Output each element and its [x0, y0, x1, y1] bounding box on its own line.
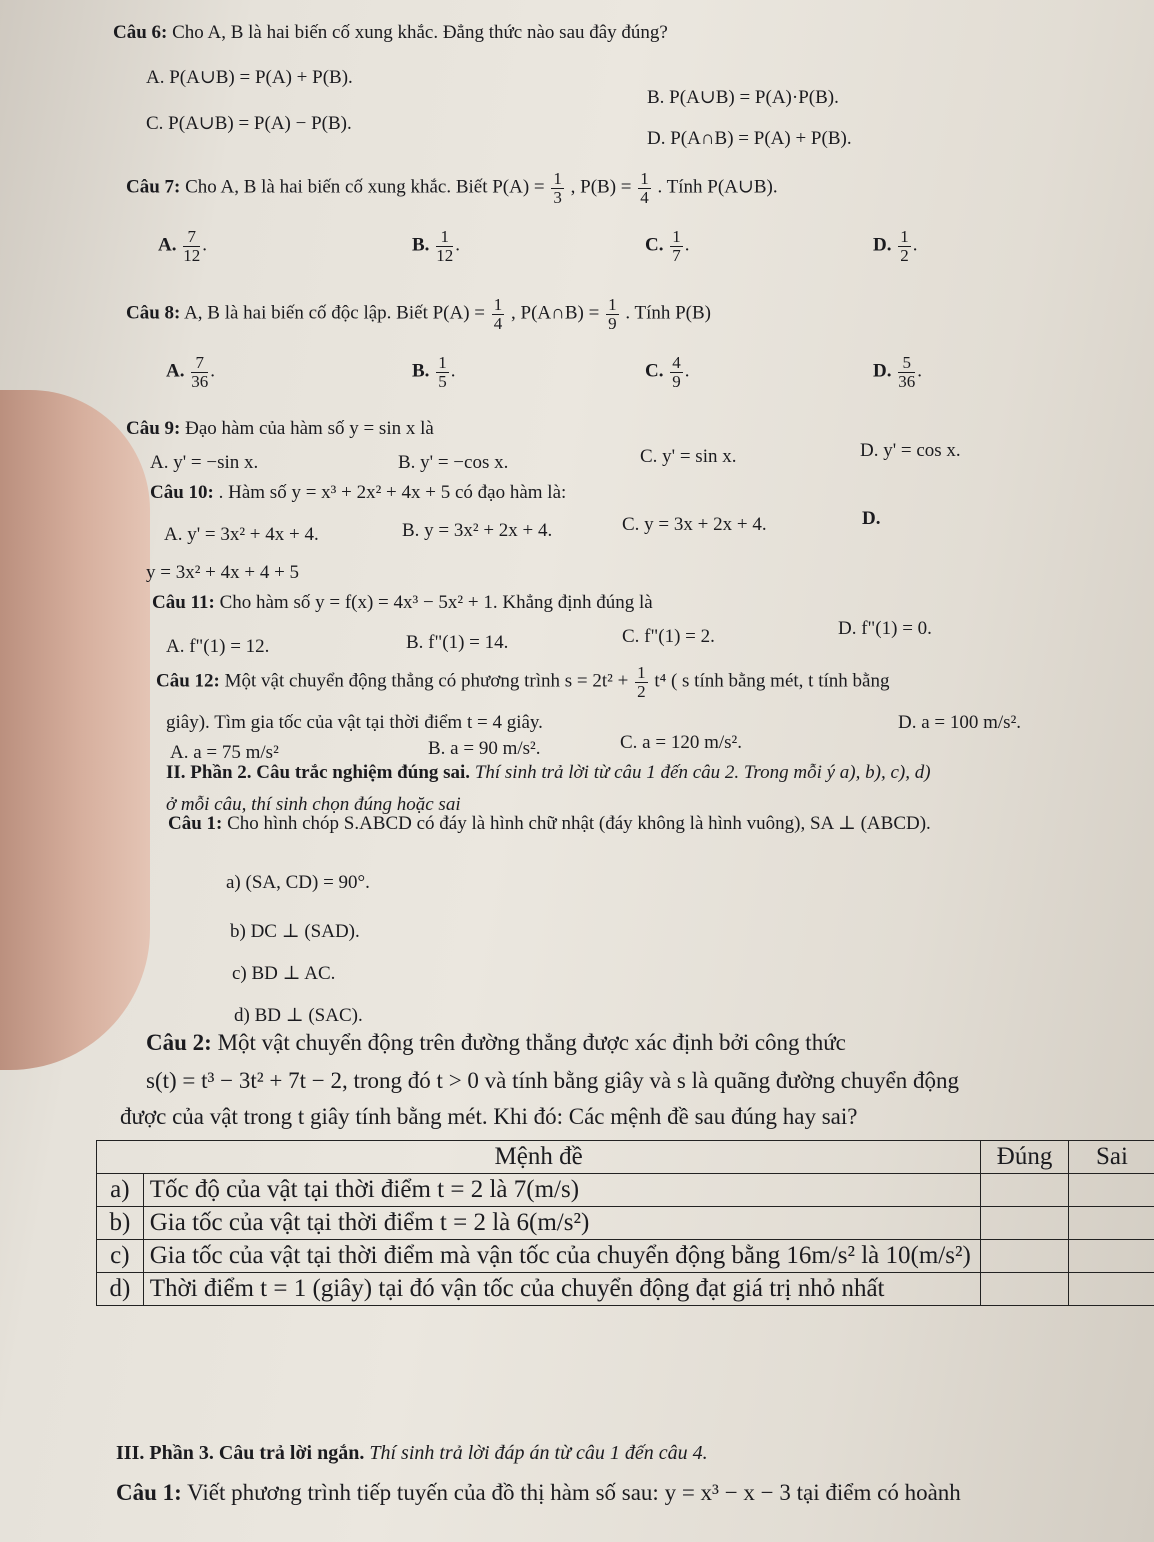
question-7-option-d: D. $\frac{1}{2}$ . [873, 227, 918, 265]
false-checkbox-cell[interactable] [1068, 1273, 1154, 1306]
question-8-option-d: D. $\frac{5}{36}$ . [873, 353, 922, 391]
table-header-true: Đúng [981, 1141, 1069, 1174]
question-7-option-a: A. $\frac{7}{12}$ . [158, 227, 207, 265]
part-2-header [166, 762, 931, 784]
part-2-question-2-line2: s(t) = t³ − 3t² + 7t − 2, trong đó t > 0 và tính bằng giây và s là quãng đường chuyển động [146, 1068, 959, 1093]
true-false-table [96, 1140, 1154, 1306]
true-checkbox-cell[interactable] [981, 1174, 1069, 1207]
question-7-text-pre: Cho A, B là hai biến cố xung khắc. Biết P(A) = [185, 176, 545, 198]
table-row-label: c) [97, 1240, 144, 1273]
part-2-question-1 [168, 812, 931, 835]
part-2-question-1-text: Cho hình chóp S.ABCD có đáy là hình chữ nhật (đáy không là hình vuông), SA ⊥ (ABCD). [227, 813, 931, 834]
question-6-option-d: D. P(A∩B) = P(A) + P(B). [647, 128, 852, 149]
question-8-pa-fraction: $\frac{1}{4}$ [493, 295, 503, 333]
question-7-pa-fraction: $\frac{1}{3}$ [553, 169, 562, 207]
table-header-row [97, 1141, 1154, 1174]
false-checkbox-cell[interactable] [1068, 1174, 1154, 1207]
part-2-question-2-line3: được của vật trong t giây tính bằng mét. Khi đó: Các mệnh đề sau đúng hay sai? [120, 1104, 858, 1129]
question-11-option-c: C. f"(1) = 2. [622, 626, 715, 647]
true-checkbox-cell[interactable] [981, 1207, 1069, 1240]
question-10-title: Câu 10: [150, 482, 214, 503]
question-7-title: Câu 7: [126, 176, 181, 198]
question-7-option-c: C. $\frac{1}{7}$ . [645, 227, 690, 265]
question-10 [150, 482, 566, 504]
question-8-option-b: B. $\frac{1}{5}$ . [412, 353, 456, 391]
question-9-option-c: C. y' = sin x. [640, 446, 737, 467]
table-row-statement: Gia tốc của vật tại thời điểm mà vận tốc của chuyển động bằng 16m/s² là 10(m/s²) [143, 1240, 981, 1273]
question-12-option-d: D. a = 100 m/s². [898, 712, 1022, 733]
part-3-header [116, 1442, 708, 1465]
part-2-question-2-line1: Một vật chuyển động trên đường thẳng được xác định bởi công thức [217, 1030, 846, 1055]
question-12-option-a: A. a = 75 m/s² [170, 742, 279, 763]
question-7-text-mid: , P(B) = [570, 176, 632, 198]
question-10-extra-line: y = 3x² + 4x + 4 + 5 [146, 562, 300, 583]
question-12-line2: giây). Tìm gia tốc của vật tại thời điểm t = 4 giây. [166, 712, 543, 733]
question-10-text: . Hàm số y = x³ + 2x² + 4x + 5 có đạo hàm là: [218, 482, 567, 503]
part-2-question-1-title: Câu 1: [168, 813, 223, 834]
part-2-question-2 [146, 1030, 846, 1056]
question-10-option-c: C. y = 3x + 2x + 4. [622, 514, 767, 535]
question-7-pb-fraction: $\frac{1}{4}$ [640, 169, 649, 207]
true-checkbox-cell[interactable] [981, 1240, 1069, 1273]
question-12-text-post: t⁴ ( s tính bằng mét, t tính bằng [654, 670, 890, 692]
table-header-false: Sai [1068, 1141, 1154, 1174]
question-11-option-d: D. f"(1) = 0. [838, 618, 932, 639]
hand-holding-paper [0, 390, 150, 1070]
part-3-question-1-text: Viết phương trình tiếp tuyến của đồ thị hàm số sau: y = x³ − x − 3 tại điểm có hoành [187, 1480, 961, 1505]
question-6-title: Câu 6: [113, 22, 168, 43]
question-12-fraction: $\frac{1}{2}$ [637, 663, 646, 701]
question-6-option-b: B. P(A∪B) = P(A)·P(B). [647, 87, 839, 108]
question-11-title: Câu 11: [152, 592, 215, 613]
question-11-option-a: A. f"(1) = 12. [166, 636, 270, 657]
question-8-title: Câu 8: [126, 302, 181, 324]
table-row-statement: Tốc độ của vật tại thời điểm t = 2 là 7(m/s) [143, 1174, 981, 1207]
part-2-instruction: Thí sinh trả lời từ câu 1 đến câu 2. Trong mỗi ý a), b), c), d) [474, 762, 931, 783]
question-9-option-d: D. y' = cos x. [860, 440, 961, 461]
question-12-title: Câu 12: [156, 670, 220, 692]
question-9-option-b: B. y' = −cos x. [398, 452, 509, 473]
question-8-option-a: A. $\frac{7}{36}$ . [166, 353, 215, 391]
part-2-instruction-2: ở mỗi câu, thí sinh chọn đúng hoặc sai [166, 794, 461, 815]
part-3-question-1 [116, 1480, 961, 1506]
table-row-label: d) [97, 1273, 144, 1306]
question-12 [156, 664, 889, 701]
question-8-text-post: . Tính P(B) [625, 302, 712, 324]
question-6-text: Cho A, B là hai biến cố xung khắc. Đẳng thức nào sau đây đúng? [172, 22, 668, 43]
part-3-instruction: Thí sinh trả lời đáp án từ câu 1 đến câu 4. [369, 1442, 708, 1464]
question-9-title: Câu 9: [126, 418, 181, 439]
question-11 [152, 592, 653, 614]
part-2-question-1-item-c: c) BD ⊥ AC. [232, 963, 336, 984]
question-12-text-pre: Một vật chuyển động thẳng có phương trình s = 2t² + [224, 670, 629, 692]
question-7-text-post: . Tính P(A∪B). [657, 176, 778, 198]
table-row [97, 1174, 1154, 1207]
question-10-option-b: B. y = 3x² + 2x + 4. [402, 520, 553, 541]
question-8-text-mid: , P(A∩B) = [511, 302, 600, 324]
part-3-question-1-title: Câu 1: [116, 1480, 182, 1505]
table-row-label: b) [97, 1207, 144, 1240]
question-7 [126, 170, 778, 207]
question-6 [113, 22, 668, 44]
table-row [97, 1273, 1154, 1306]
part-2-question-1-item-d: d) BD ⊥ (SAC). [234, 1005, 363, 1026]
question-8-pb-fraction: $\frac{1}{9}$ [608, 295, 617, 333]
table-header-statement: Mệnh đề [97, 1141, 981, 1174]
question-6-option-c: C. P(A∪B) = P(A) − P(B). [146, 113, 352, 134]
question-6-option-a: A. P(A∪B) = P(A) + P(B). [146, 67, 353, 88]
true-checkbox-cell[interactable] [981, 1273, 1069, 1306]
question-8-option-c: C. $\frac{4}{9}$ . [645, 353, 690, 391]
table-row [97, 1207, 1154, 1240]
part-3-heading: III. Phần 3. Câu trả lời ngắn. [116, 1442, 365, 1464]
false-checkbox-cell[interactable] [1068, 1240, 1154, 1273]
part-2-question-1-item-b: b) DC ⊥ (SAD). [230, 921, 360, 942]
question-11-option-b: B. f"(1) = 14. [406, 632, 509, 653]
question-8 [126, 296, 711, 333]
question-7-option-b: B. $\frac{1}{12}$ . [412, 227, 460, 265]
question-8-text-pre: A, B là hai biến cố độc lập. Biết P(A) = [184, 302, 486, 324]
question-9-text: Đạo hàm của hàm số y = sin x là [185, 418, 434, 439]
question-12-option-b: B. a = 90 m/s². [428, 738, 541, 759]
part-2-heading: II. Phần 2. Câu trắc nghiệm đúng sai. [166, 762, 471, 783]
question-10-option-a: A. y' = 3x² + 4x + 4. [164, 524, 319, 545]
table-row-statement: Gia tốc của vật tại thời điểm t = 2 là 6(m/s²) [143, 1207, 981, 1240]
question-10-option-d: D. [862, 508, 881, 529]
question-12-option-c: C. a = 120 m/s². [620, 732, 742, 753]
table-row-statement: Thời điểm t = 1 (giây) tại đó vận tốc của chuyển động đạt giá trị nhỏ nhất [143, 1273, 981, 1306]
false-checkbox-cell[interactable] [1068, 1207, 1154, 1240]
question-9-option-a: A. y' = −sin x. [150, 452, 259, 473]
table-row [97, 1240, 1154, 1273]
part-2-question-2-title: Câu 2: [146, 1030, 212, 1055]
question-9 [126, 418, 434, 440]
table-row-label: a) [97, 1174, 144, 1207]
question-11-text: Cho hàm số y = f(x) = 4x³ − 5x² + 1. Khẳng định đúng là [219, 592, 653, 613]
part-2-question-1-item-a: a) (SA, CD) = 90°. [226, 872, 370, 893]
